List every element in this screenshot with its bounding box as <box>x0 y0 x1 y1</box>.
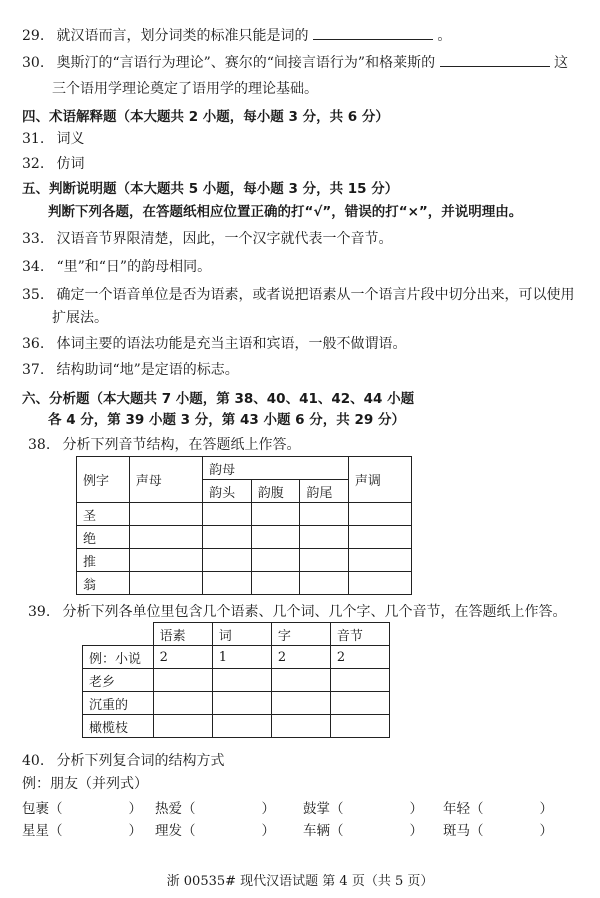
row-label: 翁 <box>77 572 130 595</box>
row-label: 例：小说 <box>83 646 154 669</box>
example-row <box>83 646 390 669</box>
question-36 <box>22 335 406 353</box>
header-main-vowel: 韵腹 <box>251 480 300 503</box>
item-word: 包裹（ <box>22 801 63 817</box>
compound-item <box>22 797 142 817</box>
item-word: 鼓掌（ <box>303 801 344 817</box>
section-6-title: 六、分析题（本大题共 7 小题，第 38、40、41、42、44 小题 <box>22 391 415 407</box>
question-30 <box>22 52 568 72</box>
section-5-instructions: 判断下列各题，在答题纸相应位置正确的打“√”，错误的打“×”，并说明理由。 <box>48 204 523 220</box>
question-37 <box>22 361 239 379</box>
question-text: “里”和“日”的韵母相同。 <box>56 259 212 275</box>
table-row <box>83 692 390 715</box>
item-close: ） <box>539 823 553 839</box>
question-text: 结构助词“地”是定语的标志。 <box>56 362 239 378</box>
question-text: 确定一个语音单位是否为语素，或者说把语素从一个语言片段中切分出来，可以使用 <box>56 287 575 303</box>
question-35-continued: 扩展法。 <box>52 310 108 326</box>
table-row <box>83 669 390 692</box>
question-tail: 这 <box>554 55 568 71</box>
question-40 <box>22 752 224 770</box>
cell-value: 2 <box>271 646 330 669</box>
compound-item <box>443 797 553 817</box>
item-close: ） <box>261 801 275 817</box>
row-label: 推 <box>77 549 130 572</box>
question-number: 31. <box>22 131 45 147</box>
question-number: 29. <box>22 28 45 44</box>
row-label: 绝 <box>77 526 130 549</box>
row-label: 圣 <box>77 503 130 526</box>
question-number: 37. <box>22 362 45 378</box>
item-word: 年轻（ <box>443 801 484 817</box>
question-text: 就汉语而言，划分词类的标准只能是词的 <box>56 28 309 44</box>
question-30-continued: 三个语用学理论奠定了语用学的理论基础。 <box>52 81 318 97</box>
item-close: ） <box>539 801 553 817</box>
item-word: 星星（ <box>22 823 63 839</box>
question-text: 分析下列音节结构，在答题纸上作答。 <box>62 437 301 453</box>
item-word: 理发（ <box>155 823 196 839</box>
header-morpheme: 语素 <box>153 623 212 646</box>
compound-item <box>22 819 142 839</box>
morpheme-count-table <box>82 622 390 738</box>
header-tone: 声调 <box>348 457 411 503</box>
row-label: 老乡 <box>83 669 154 692</box>
question-32 <box>22 155 84 173</box>
question-number: 32. <box>22 156 45 172</box>
header-final: 韵母 <box>203 457 349 480</box>
compound-item <box>443 819 553 839</box>
question-38 <box>28 436 300 454</box>
header-medial: 韵头 <box>203 480 252 503</box>
item-close: ） <box>409 823 423 839</box>
cell-value: 2 <box>153 646 212 669</box>
item-word: 热爱（ <box>155 801 196 817</box>
table-row <box>77 526 412 549</box>
row-label: 橄榄枝 <box>83 715 154 738</box>
item-word: 车辆（ <box>303 823 344 839</box>
question-text: 汉语音节界限清楚，因此，一个汉字就代表一个音节。 <box>56 231 393 247</box>
question-number: 38. <box>28 437 51 453</box>
question-text: 分析下列各单位里包含几个语素、几个词、几个字、几个音节，在答题纸上作答。 <box>62 604 567 620</box>
question-31 <box>22 130 84 148</box>
compound-item <box>155 797 275 817</box>
question-number: 40. <box>22 753 45 769</box>
item-word: 斑马（ <box>443 823 484 839</box>
header-initial: 声母 <box>129 457 202 503</box>
question-number: 33. <box>22 231 45 247</box>
table-row <box>77 572 412 595</box>
question-40-example: 例：朋友（并列式） <box>22 776 148 792</box>
header-word: 词 <box>212 623 271 646</box>
header-ending: 韵尾 <box>300 480 349 503</box>
question-text: 奥斯汀的“言语行为理论”、赛尔的“间接言语行为”和格莱斯的 <box>56 55 436 71</box>
question-39 <box>28 603 566 621</box>
question-text: 仿词 <box>56 156 85 172</box>
compound-item <box>303 819 423 839</box>
question-35 <box>22 286 574 304</box>
row-label: 沉重的 <box>83 692 154 715</box>
question-text: 体词主要的语法功能是充当主语和宾语，一般不做谓语。 <box>56 336 407 352</box>
question-29 <box>22 25 451 45</box>
section-5-title: 五、判断说明题（本大题共 5 小题，每小题 3 分，共 15 分） <box>22 181 399 197</box>
question-tail: 。 <box>437 28 452 44</box>
page-footer: 浙 00535# 现代汉语试题 第 4 页（共 5 页） <box>166 874 434 889</box>
table-row <box>83 715 390 738</box>
table-row <box>77 549 412 572</box>
question-number: 36. <box>22 336 45 352</box>
header-syllable: 音节 <box>330 623 389 646</box>
question-33 <box>22 230 392 248</box>
section-4-title: 四、术语解释题（本大题共 2 小题，每小题 3 分，共 6 分） <box>22 109 389 125</box>
question-text: 分析下列复合词的结构方式 <box>56 753 225 769</box>
header-char: 字 <box>271 623 330 646</box>
item-close: ） <box>409 801 423 817</box>
question-number: 35. <box>22 287 45 303</box>
item-close: ） <box>128 823 142 839</box>
syllable-structure-table <box>76 456 412 595</box>
question-number: 34. <box>22 259 45 275</box>
cell-value: 2 <box>330 646 389 669</box>
compound-item <box>155 819 275 839</box>
item-close: ） <box>261 823 275 839</box>
section-6-title-continued: 各 4 分，第 39 小题 3 分，第 43 小题 6 分，共 29 分） <box>48 412 405 428</box>
item-close: ） <box>128 801 142 817</box>
question-number: 30. <box>22 55 45 71</box>
question-text: 词义 <box>56 131 85 147</box>
cell-value: 1 <box>212 646 271 669</box>
question-34 <box>22 258 211 276</box>
answer-blank <box>440 52 550 67</box>
question-number: 39. <box>28 604 51 620</box>
answer-blank <box>313 25 433 40</box>
table-row <box>77 503 412 526</box>
compound-item <box>303 797 423 817</box>
header-example-char: 例字 <box>77 457 130 503</box>
